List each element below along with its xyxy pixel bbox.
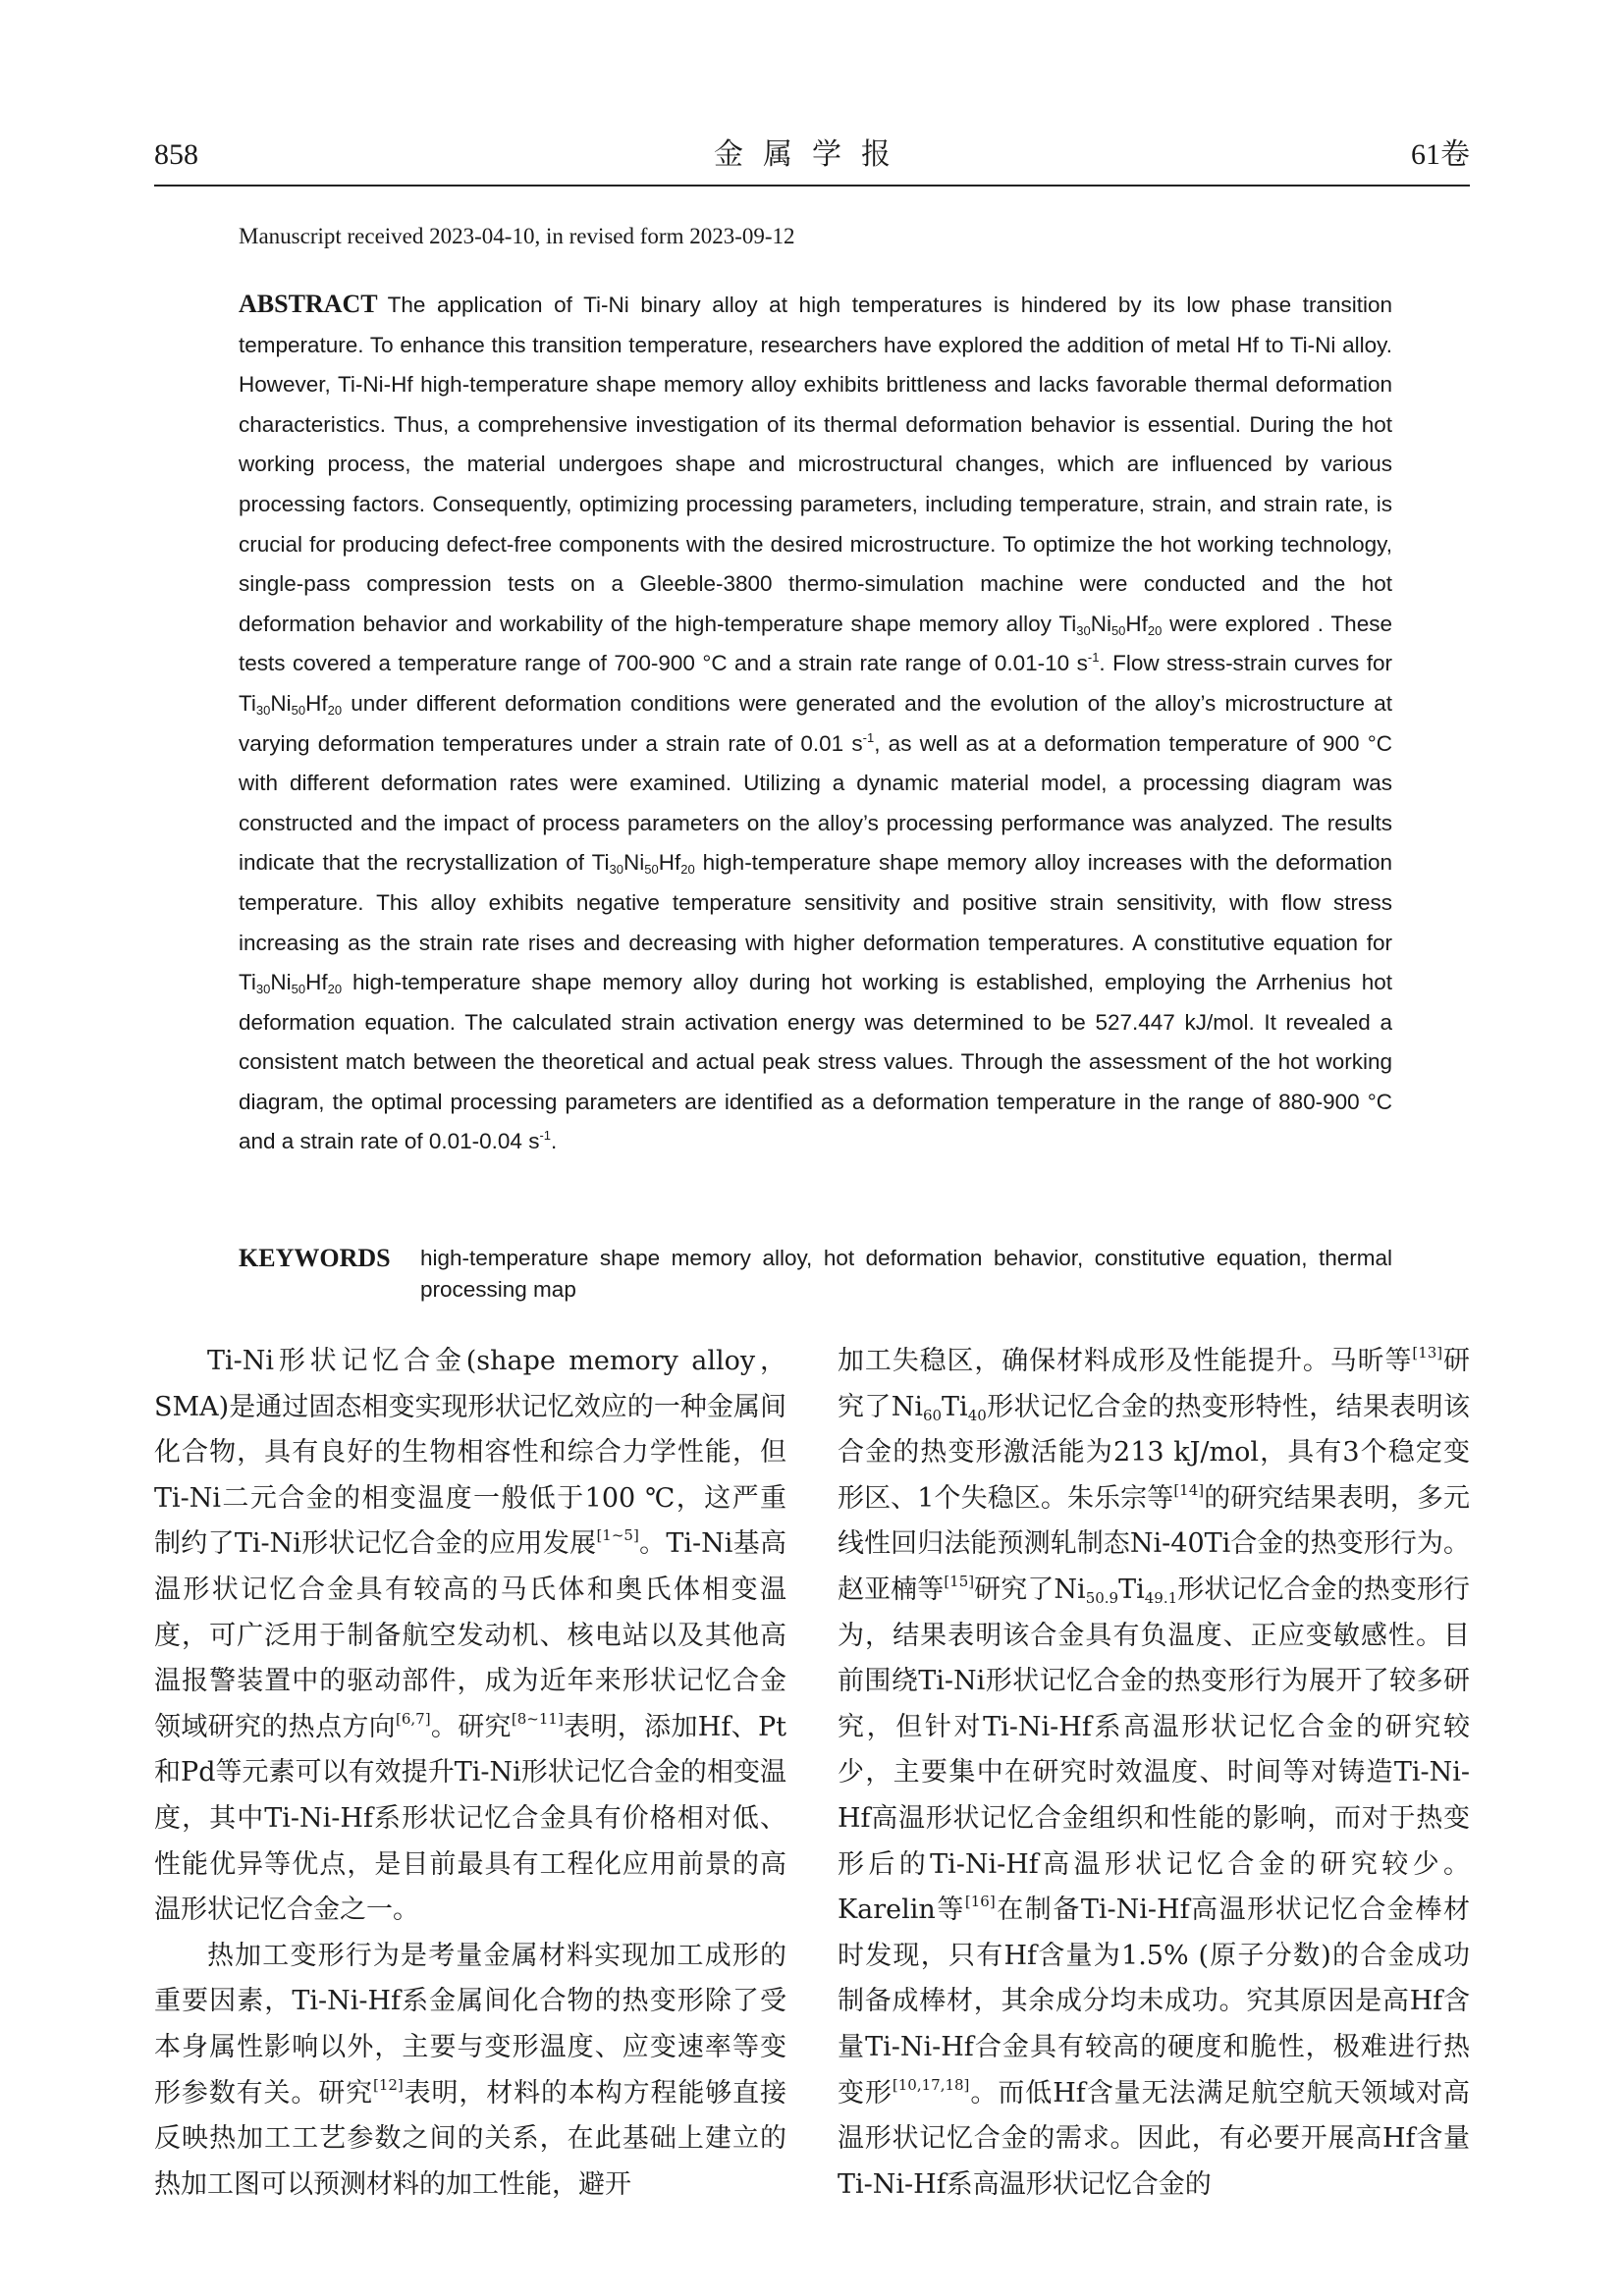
journal-title: 金属学报 xyxy=(714,138,910,171)
page-number: 858 xyxy=(154,138,198,171)
abstract-text-4: under different deformation conditions were generated and the evolution of the alloy’s microstructure at varying deformation temperatures under a strain rate of 0.01 s xyxy=(239,690,1392,756)
abstract-text-2: were explored . These tests covered a temperature range of 700-900 °C and a strain rate range of 0.01-10 s xyxy=(239,611,1392,676)
body-paragraph: 加工失稳区，确保材料成形及性能提升。马昕等[13]研究了$Ni_{60}Ti_{40}$形状记忆合金的热变形特性，结果表明该合金的热变形激活能为213 kJ/mol，具有3个稳定变形区、1个失稳区。朱乐宗等[14]的研究结果表明，多元线性回归法能预测轧制态Ni-40Ti合金的热变形行为。赵亚楠等[15]研究了$Ni_{50.9}Ti_{49.1}$形状记忆合金的热变形行为，结果表明该合金具有负温度、正应变敏感性。目前围绕Ti-Ni形状记忆合金的热变形行为展开了较多研究，但针对Ti-Ni-Hf系高温形状记忆合金的研究较少，主要集中在研究时效温度、时间等对铸造Ti-Ni-Hf高温形状记忆合金组织和性能的影响，而对于热变形后的Ti-Ni-Hf高温形状记忆合金的研究较少。Karelin等[16]在制备Ti-Ni-Hf高温形状记忆合金棒材时发现，只有Hf含量为1.5% (原子分数)的合金成功制备成棒材，其余成分均未成功。究其原因是高Hf含量Ti-Ni-Hf合金具有较高的硬度和脆性，极难进行热变形[10,17,18]。而低Hf含量无法满足航空航天领域对高温形状记忆合金的需求。因此，有必要开展高Hf含量Ti-Ni-Hf系高温形状记忆合金的 xyxy=(838,1344,1471,2200)
alloy-formula: $Ti_{30}Ni_{50}Hf_{20}$ xyxy=(239,690,343,718)
citation: [15] xyxy=(944,1572,975,1590)
abstract-text-1: The application of Ti-Ni binary alloy at high temperatures is hindered by its low phase transition temperature. To enhance this transition temperature, researchers have explored the addition of metal Hf to Ti-Ni alloy. However, Ti-Ni-Hf high-temperature shape memory alloy exhibits brittleness and lacks favorable thermal deformation characteristics. Thus, a comprehensive investigation of its thermal deformation behavior is essential. During the hot working process, the material undergoes shape and microstructural changes, which are influenced by various processing factors. Consequently, optimizing processing parameters, including temperature, strain, and strain rate, is crucial for producing defect-free components with the desired microstructure. To optimize the hot working technology, single-pass compression tests on a Gleeble-3800 thermo-simulation machine were conducted and the hot deformation behavior and workability of the high-temperature shape memory alloy xyxy=(239,293,1392,636)
alloy-formula: $Ti_{30}Ni_{50}Hf_{20}$ xyxy=(591,850,695,878)
citation: [8~11] xyxy=(511,1709,564,1728)
alloy-formula: $Ti_{30}Ni_{50}Hf_{20}$ xyxy=(1058,611,1163,638)
exponent: -1 xyxy=(539,1128,552,1144)
body-paragraph: 热加工变形行为是考量金属材料实现加工成形的重要因素，Ti-Ni-Hf系金属间化合物的热变形除了受本身属性影响以外，主要与变形温度、应变速率等变形参数有关。研究[12]表明，材料的本构方程能够直接反映热加工工艺参数之间的关系，在此基础上建立的热加工图可以预测材料的加工性能，避开 xyxy=(154,1940,787,2200)
volume-label: 61卷 xyxy=(1411,138,1470,171)
abstract-block xyxy=(239,285,1392,1162)
abstract-text-6: high-temperature shape memory alloy increases with the deformation temperature. This alloy exhibits negative temperature sensitivity and positive strain sensitivity, with flow stress increasing as the strain rate rises and decreasing with higher deformation temperatures. A constitutive equation for xyxy=(239,850,1392,955)
abstract-label: ABSTRACT xyxy=(239,290,378,318)
citation: [6,7] xyxy=(396,1709,431,1728)
abstract-text-8: . xyxy=(551,1129,558,1154)
citation: [12] xyxy=(372,2075,404,2094)
abstract-text-3: . Flow stress-strain curves for xyxy=(1099,651,1392,676)
body-paragraph: Ti-Ni形状记忆合金(shape memory alloy，SMA)是通过固态相变实现形状记忆效应的一种金属间化合物，具有良好的生物相容性和综合力学性能，但Ti-Ni二元合金的相变温度一般低于100 ℃，这严重制约了Ti-Ni形状记忆合金的应用发展[1~5]。Ti-Ni基高温形状记忆合金具有较高的马氏体和奥氏体相变温度，可广泛用于制备航空发动机、核电站以及其他高温报警装置中的驱动部件，成为近年来形状记忆合金领域研究的热点方向[6,7]。研究[8~11]表明，添加Hf、Pt和Pd等元素可以有效提升Ti-Ni形状记忆合金的相变温度，其中Ti-Ni-Hf系形状记忆合金具有价格相对低、性能优异等优点，是目前最具有工程化应用前景的高温形状记忆合金之一。 xyxy=(154,1346,787,1926)
citation: [1~5] xyxy=(596,1526,639,1545)
citation: [13] xyxy=(1412,1344,1443,1362)
exponent: -1 xyxy=(1087,650,1100,666)
keywords-label: KEYWORDS xyxy=(239,1244,391,1272)
body-column-right xyxy=(838,1339,1470,2208)
exponent: -1 xyxy=(862,729,875,745)
citation: [10,17,18] xyxy=(892,2075,970,2094)
keywords-block xyxy=(239,1243,1392,1306)
abstract-text-7: high-temperature shape memory alloy during hot working is established, employing the Arrhenius hot deformation equation. The calculated strain activation energy was determined to be 527.447 kJ/mol. It revealed a consistent match between the theoretical and actual peak stress values. Through the assessment of the hot working diagram, the optimal processing parameters are identified as a deformation temperature in the range of 880-900 °C and a strain rate of 0.01-0.04 s xyxy=(239,970,1392,1154)
keywords-text: high-temperature shape memory alloy, hot deformation behavior, constitutive equation, thermal processing map xyxy=(420,1246,1392,1302)
body-column-left xyxy=(154,1339,786,2208)
citation: [16] xyxy=(964,1893,996,1911)
abstract-text-5: , as well as at a deformation temperature of 900 °C with different deformation rates were examined. Utilizing a dynamic material model, a processing diagram was constructed and the impact of process parameters on the alloy’s processing performance was analyzed. The results indicate that the recrystallization of xyxy=(239,730,1392,876)
alloy-formula: $Ti_{30}Ni_{50}Hf_{20}$ xyxy=(239,970,343,997)
header-divider xyxy=(154,185,1470,187)
manuscript-dates: Manuscript received 2023-04-10, in revised form 2023-09-12 xyxy=(239,224,795,248)
citation: [14] xyxy=(1173,1480,1205,1499)
